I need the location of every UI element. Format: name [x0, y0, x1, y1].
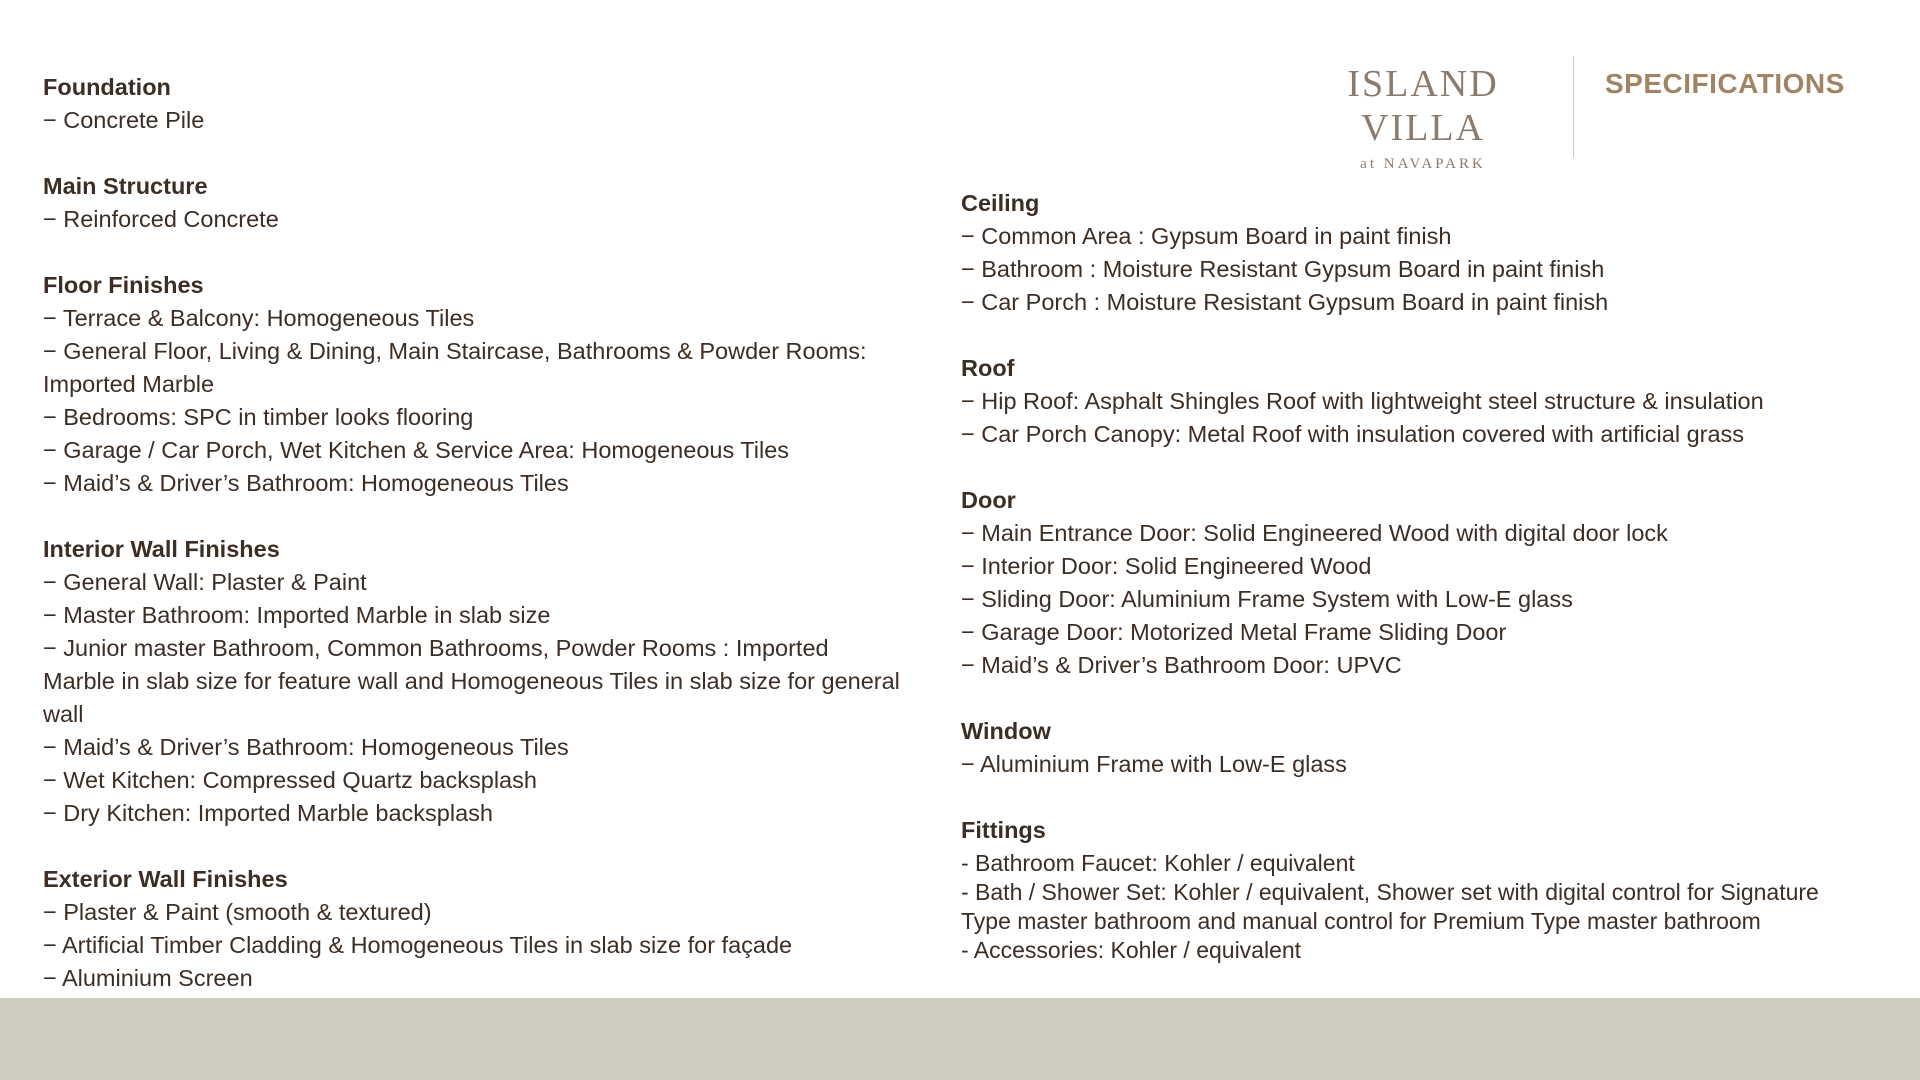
section-interior-wall-finishes — [43, 533, 903, 830]
spec-item: − Common Area : Gypsum Board in paint finish — [961, 223, 1452, 249]
spec-item: − Reinforced Concrete — [43, 206, 279, 232]
section-title: Door — [961, 487, 1016, 513]
spec-item: − General Floor, Living & Dining, Main Staircase, Bathrooms & Powder Rooms: Imported Marble — [43, 338, 867, 397]
spec-item: − Terrace & Balcony: Homogeneous Tiles — [43, 305, 475, 331]
spec-item: − Aluminium Frame with Low-E glass — [961, 751, 1347, 777]
spec-item: - Accessories: Kohler / equivalent — [961, 937, 1302, 963]
section-floor-finishes — [43, 269, 903, 500]
section-main-structure — [43, 170, 903, 236]
spec-item: - Bath / Shower Set: Kohler / equivalent, Shower set with digital control for Signature Type master bathroom and manual control for Premium Type master bathroom — [961, 879, 1819, 934]
section-ceiling — [961, 187, 1841, 319]
section-foundation — [43, 71, 903, 137]
section-title: Main Structure — [43, 173, 208, 199]
spec-item: − Wet Kitchen: Compressed Quartz backsplash — [43, 767, 537, 793]
spec-item: − Maid’s & Driver’s Bathroom Door: UPVC — [961, 652, 1402, 678]
spec-item: − Main Entrance Door: Solid Engineered Wood with digital door lock — [961, 520, 1668, 546]
section-fittings — [961, 814, 1841, 965]
section-roof — [961, 352, 1841, 451]
header-divider — [1573, 56, 1574, 158]
section-title: Floor Finishes — [43, 272, 204, 298]
page-title: SPECIFICATIONS — [1605, 68, 1845, 99]
spec-item: − Car Porch Canopy: Metal Roof with insulation covered with artificial grass — [961, 421, 1745, 447]
spec-item: − Aluminium Screen — [43, 965, 253, 991]
spec-item: − Junior master Bathroom, Common Bathrooms, Powder Rooms : Imported Marble in slab size for feature wall and Homogeneous Tiles in slab size for general wall — [43, 635, 900, 727]
spec-item: − Bathroom : Moisture Resistant Gypsum Board in paint finish — [961, 256, 1605, 282]
spec-item: − Concrete Pile — [43, 107, 205, 133]
right-column — [961, 187, 1841, 998]
logo-sub-text: at NAVAPARK — [1360, 156, 1486, 172]
footer-band — [0, 998, 1920, 1080]
section-title: Window — [961, 718, 1051, 744]
spec-item: − Bedrooms: SPC in timber looks flooring — [43, 404, 474, 430]
spec-item: − Sliding Door: Aluminium Frame System with Low-E glass — [961, 586, 1573, 612]
logo-main-text: ISLAND VILLA — [1347, 63, 1499, 149]
spec-item: − Artificial Timber Cladding & Homogeneous Tiles in slab size for façade — [43, 932, 793, 958]
spec-item: − Maid’s & Driver’s Bathroom: Homogeneous Tiles — [43, 470, 569, 496]
section-window — [961, 715, 1841, 781]
spec-item: − Garage / Car Porch, Wet Kitchen & Service Area: Homogeneous Tiles — [43, 437, 790, 463]
spec-item: − Interior Door: Solid Engineered Wood — [961, 553, 1372, 579]
spec-item: − Maid’s & Driver’s Bathroom: Homogeneous Tiles — [43, 734, 569, 760]
section-door — [961, 484, 1841, 682]
spec-item: - Bathroom Faucet: Kohler / equivalent — [961, 850, 1355, 876]
section-title: Roof — [961, 355, 1015, 381]
section-title: Foundation — [43, 74, 171, 100]
section-title: Interior Wall Finishes — [43, 536, 280, 562]
spec-item: − General Wall: Plaster & Paint — [43, 569, 367, 595]
island-villa-logo — [1298, 62, 1548, 173]
spec-item: − Car Porch : Moisture Resistant Gypsum Board in paint finish — [961, 289, 1609, 315]
section-title: Ceiling — [961, 190, 1040, 216]
spec-item: − Garage Door: Motorized Metal Frame Sliding Door — [961, 619, 1507, 645]
left-column — [43, 71, 903, 1028]
spec-item: − Master Bathroom: Imported Marble in slab size — [43, 602, 551, 628]
spec-item: − Plaster & Paint (smooth & textured) — [43, 899, 432, 925]
section-title: Exterior Wall Finishes — [43, 866, 288, 892]
spec-item: − Dry Kitchen: Imported Marble backsplash — [43, 800, 493, 826]
section-exterior-wall-finishes — [43, 863, 903, 995]
section-title: Fittings — [961, 817, 1046, 843]
spec-item: − Hip Roof: Asphalt Shingles Roof with lightweight steel structure & insulation — [961, 388, 1764, 414]
